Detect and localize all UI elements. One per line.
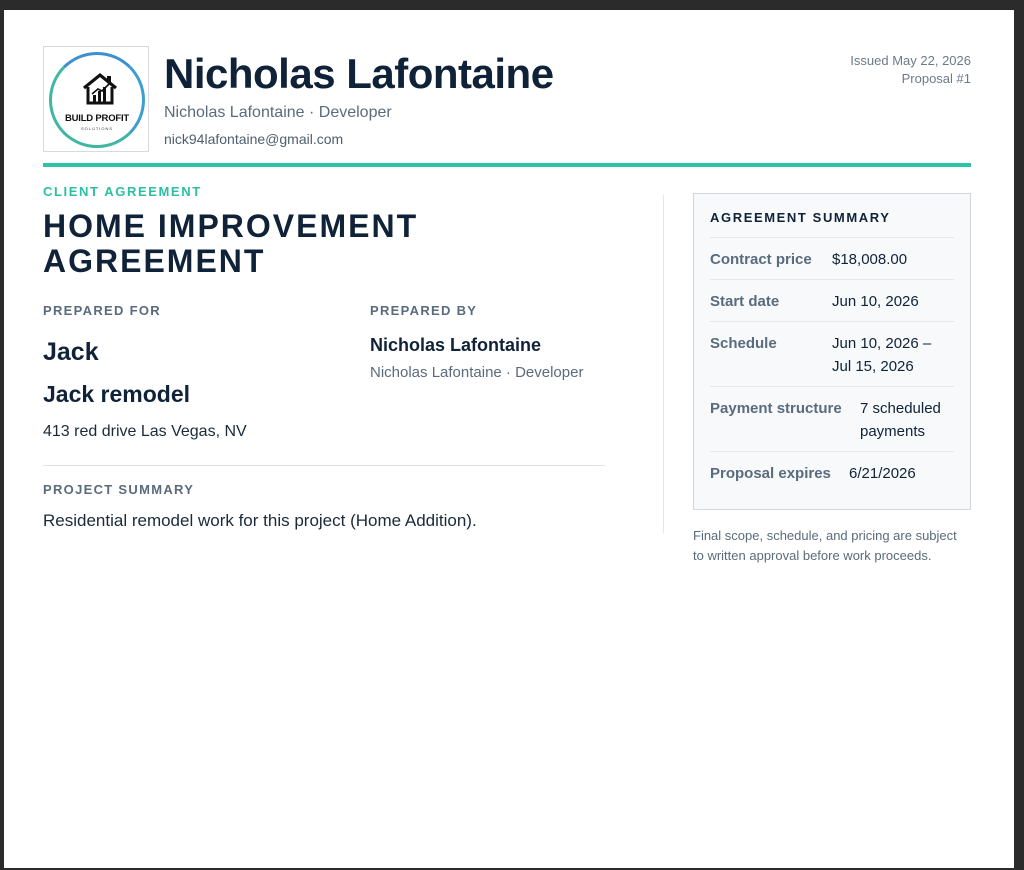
project-name: Jack remodel xyxy=(43,381,191,407)
document-page xyxy=(4,10,1014,868)
summary-row-contract-price xyxy=(710,238,954,280)
summary-row-value xyxy=(860,397,941,443)
document-meta xyxy=(850,52,971,88)
logo-wordmark: BUILD PROFIT xyxy=(64,113,130,124)
summary-row-label: Schedule xyxy=(710,335,777,352)
project-summary-text: Residential remodel work for this project (Home Addition). xyxy=(43,511,477,530)
project-summary xyxy=(43,482,477,531)
summary-row-start-date xyxy=(710,280,954,322)
summary-row-value: $18,008.00 xyxy=(832,251,908,268)
company-logo xyxy=(43,46,149,152)
prepared-for xyxy=(43,303,247,441)
payment-structure-line-1: 7 scheduled xyxy=(860,400,941,417)
summary-row-payment-structure xyxy=(710,387,954,452)
issued-date: Issued May 22, 2026 xyxy=(850,53,971,68)
prepared-for-label: PREPARED FOR xyxy=(43,303,161,318)
summary-row-value: Jun 10, 2026 xyxy=(832,293,919,310)
header-accent-rule xyxy=(43,163,971,167)
contractor-role: Nicholas Lafontaine · Developer xyxy=(164,104,392,121)
summary-row-label: Proposal expires xyxy=(710,465,831,482)
document-title-line-1: HOME IMPROVEMENT xyxy=(43,208,419,244)
contractor-name: Nicholas Lafontaine xyxy=(164,50,554,97)
prepared-by xyxy=(370,303,583,381)
logo-ring xyxy=(49,52,145,148)
proposal-number: Proposal #1 xyxy=(901,71,971,86)
project-address: 413 red drive Las Vegas, NV xyxy=(43,423,247,440)
agreement-main xyxy=(43,184,605,440)
summary-row-value xyxy=(832,332,931,378)
summary-row-label: Contract price xyxy=(710,251,812,268)
preparer-role: Nicholas Lafontaine · Developer xyxy=(370,364,584,381)
preparer-name: Nicholas Lafontaine xyxy=(370,335,542,355)
section-divider xyxy=(43,465,605,466)
summary-row-label: Payment structure xyxy=(710,400,842,417)
document-title xyxy=(43,209,605,279)
approval-footnote: Final scope, schedule, and pricing are subject to written approval before work proceeds. xyxy=(693,528,957,563)
schedule-start: Jun 10, 2026 – xyxy=(832,335,932,352)
schedule-end: Jul 15, 2026 xyxy=(832,358,914,375)
payment-structure-line-2: payments xyxy=(860,423,926,440)
prepared-by-label: PREPARED BY xyxy=(370,303,478,318)
document-eyebrow: CLIENT AGREEMENT xyxy=(43,184,202,199)
column-divider xyxy=(663,195,664,533)
project-summary-label: PROJECT SUMMARY xyxy=(43,482,195,497)
summary-row-label: Start date xyxy=(710,293,780,310)
client-name: Jack xyxy=(43,338,99,366)
summary-row-proposal-expires xyxy=(710,452,954,493)
parties-section xyxy=(43,303,605,440)
document-header xyxy=(43,46,971,166)
agreement-summary-card xyxy=(693,193,971,510)
contractor-email[interactable]: nick94lafontaine@gmail.com xyxy=(164,131,344,147)
agreement-summary-title: AGREEMENT SUMMARY xyxy=(710,210,954,238)
summary-row-schedule xyxy=(710,322,954,387)
logo-subtext: SOLUTIONS xyxy=(80,126,114,131)
house-chart-icon xyxy=(80,72,120,106)
summary-row-value: 6/21/2026 xyxy=(849,465,916,482)
document-title-line-2: AGREEMENT xyxy=(43,243,266,279)
